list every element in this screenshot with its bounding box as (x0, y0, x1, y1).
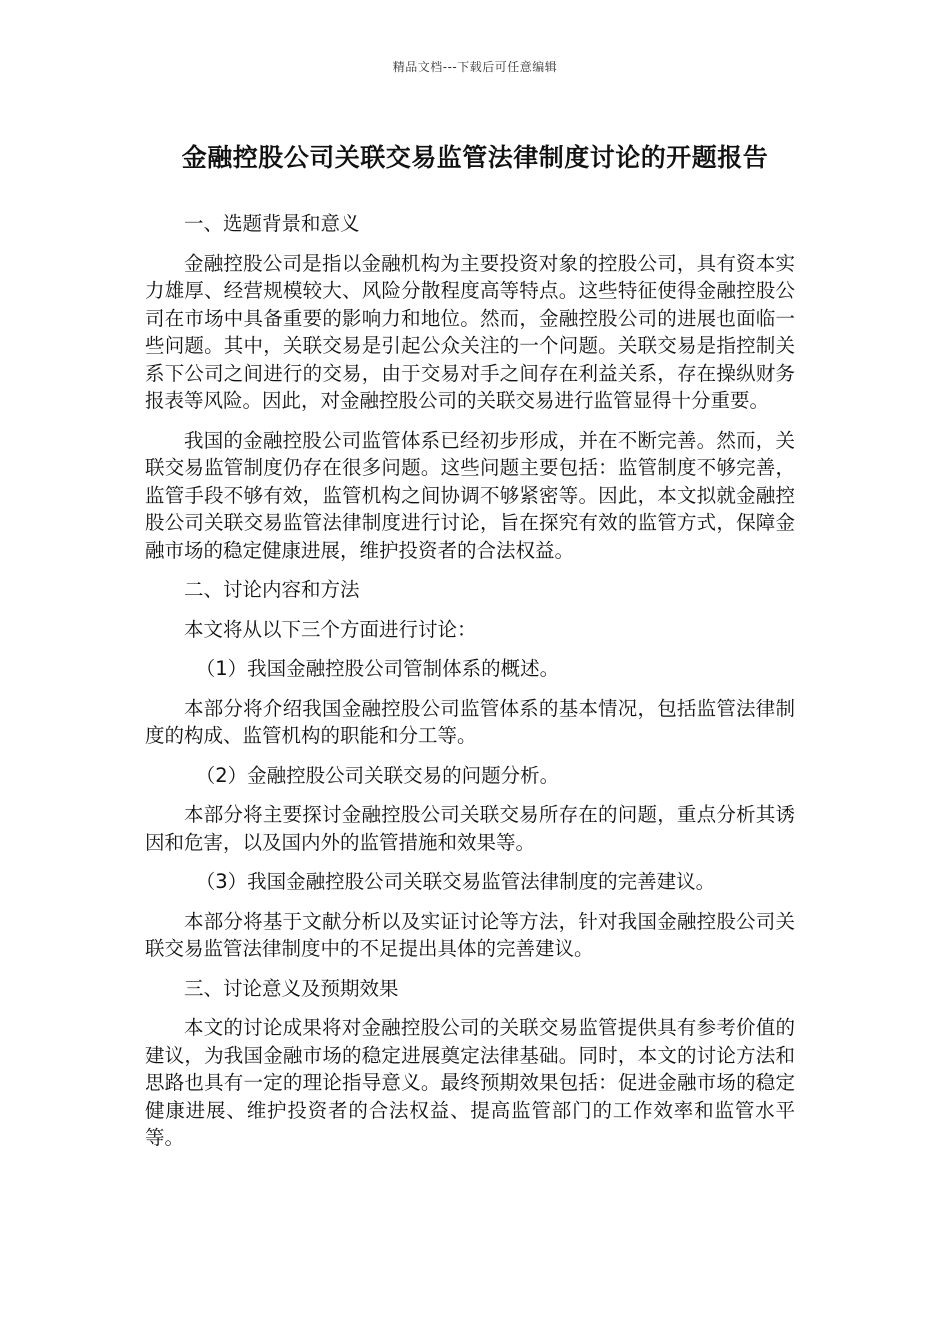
section-heading-background: 一、选题背景和意义 (184, 212, 360, 235)
document-title: 金融控股公司关联交易监管法律制度讨论的开题报告 (181, 143, 769, 172)
list-item-body-2: 本部分将主要探讨金融控股公司关联交易所存在的问题，重点分析其诱因和危害，以及国内外的监管措施和效果等。 (145, 803, 795, 854)
paragraph-significance: 本文的讨论成果将对金融控股公司的关联交易监管提供具有参考价值的建议，为我国金融市场的稳定进展奠定法律基础。同时，本文的讨论方法和思路也具有一定的理论指导意义。最终预期效果包括：促进金融市场的稳定健康进展、维护投资者的合法权益、提高监管部门的工作效率和监管水平等。 (145, 1016, 795, 1149)
section-heading-significance: 三、讨论意义及预期效果 (184, 976, 399, 1000)
paragraph-content-intro: 本文将从以下三个方面进行讨论： (184, 617, 477, 641)
list-item-title-1: （1）我国金融控股公司管制体系的概述。 (195, 657, 560, 680)
paragraph-background-2: 我国的金融控股公司监管体系已经初步形成，并在不断完善。然而，关联交易监管制度仍存在很多问题。这些问题主要包括：监管制度不够完善，监管手段不够有效，监管机构之间协调不够紧密等。因此，本文拟就金融控股公司关联交易监管法律制度进行讨论，旨在探究有效的监管方式，保障金融市场的稳定健康进展，维护投资者的合法权益。 (145, 428, 795, 562)
list-item-title-2: （2）金融控股公司关联交易的问题分析。 (195, 763, 560, 787)
section-heading-content-method: 二、讨论内容和方法 (184, 578, 360, 601)
list-item-body-3: 本部分将基于文献分析以及实证讨论等方法，针对我国金融控股公司关联交易监管法律制度中的不足提出具体的完善建议。 (145, 909, 795, 960)
page-header: 精品文档---下载后可任意编辑 (392, 60, 558, 74)
document-body (145, 210, 795, 1164)
list-item-body-1: 本部分将介绍我国金融控股公司监管体系的基本情况，包括监管法律制度的构成、监管机构的职能和分工等。 (145, 696, 795, 747)
paragraph-background-1: 金融控股公司是指以金融机构为主要投资对象的控股公司，具有资本实力雄厚、经营规模较大、风险分散程度高等特点。这些特征使得金融控股公司在市场中具备重要的影响力和地位。然而，金融控股公司的进展也面临一些问题。其中，关联交易是引起公众关注的一个问题。关联交易是指控制关系下公司之间进行的交易，由于交易对手之间存在利益关系，存在操纵财务报表等风险。因此，对金融控股公司的关联交易进行监管显得十分重要。 (145, 251, 795, 412)
list-item-title-3: （3）我国金融控股公司关联交易监管法律制度的完善建议。 (195, 870, 716, 893)
